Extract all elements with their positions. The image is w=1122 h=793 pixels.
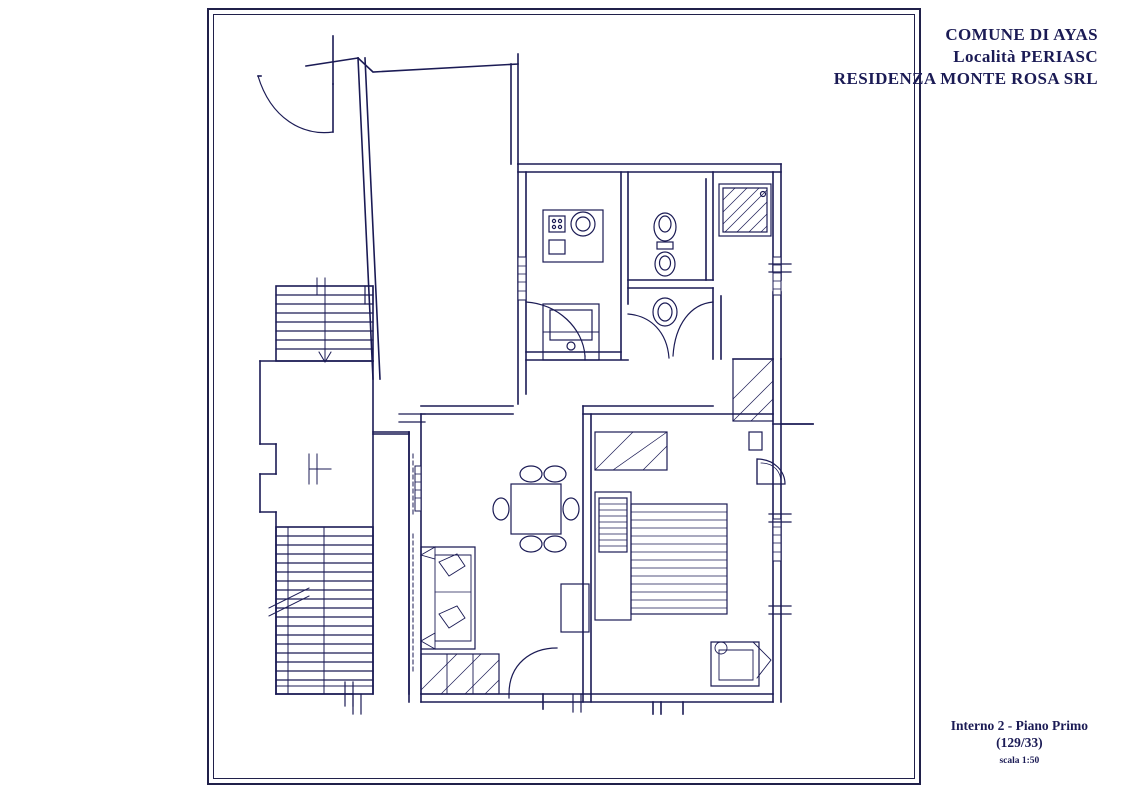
muro-centrale <box>409 406 513 702</box>
divano <box>421 547 475 649</box>
title-line-societa: RESIDENZA MONTE ROSA SRL <box>833 68 1098 88</box>
caption-block <box>951 717 1088 767</box>
upper-left-structure <box>258 36 518 379</box>
camera-arredi <box>561 432 785 686</box>
title-line-localita: Località PERIASC <box>953 46 1098 66</box>
scala-inferiore <box>269 527 373 706</box>
bagno-arredi <box>653 184 771 326</box>
caption-scale: scala 1:50 <box>999 755 1040 766</box>
scala-superiore <box>276 278 373 362</box>
cucina-arredi <box>543 210 603 360</box>
title-line-comune: COMUNE DI AYAS <box>945 25 1098 44</box>
caption-unit-floor: Interno 2 - Piano Primo <box>950 717 1088 733</box>
mobile-basso <box>421 654 499 694</box>
floor-plan-drawing <box>213 14 915 779</box>
caption-reference-code: (129/33) <box>996 735 1043 751</box>
porta-ingresso <box>509 648 557 698</box>
title-block <box>834 24 1098 89</box>
tavolo-con-sedie <box>493 466 579 552</box>
blocco-servizi <box>518 164 781 404</box>
